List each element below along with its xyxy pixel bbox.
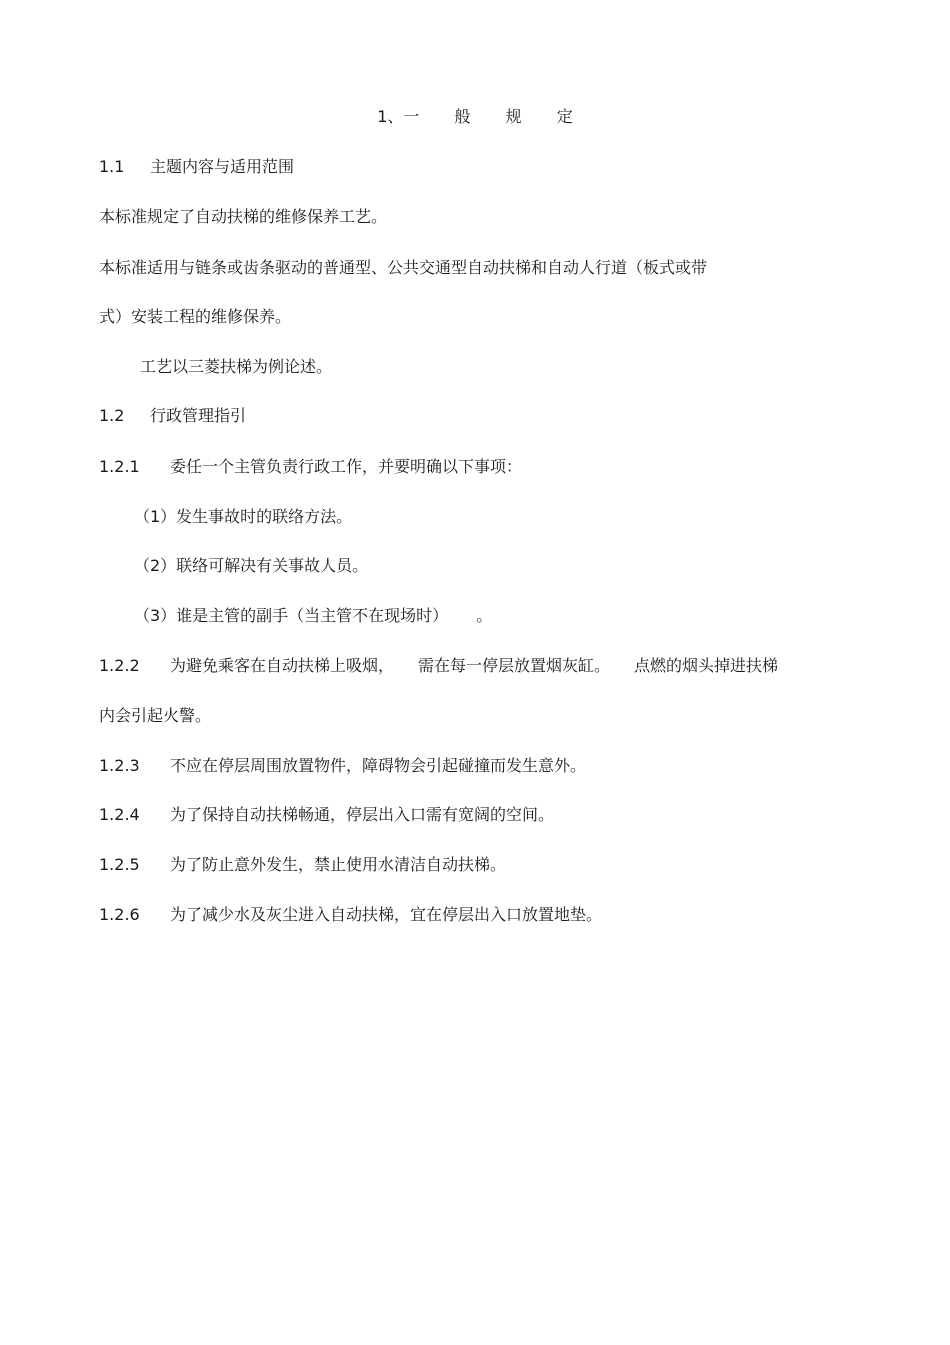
paragraph-2-line-1: 本标准适用与链条或齿条驱动的普通型、公共交通型自动扶梯和自动人行道（板式或带 xyxy=(99,258,708,277)
section-heading: 主题内容与适用范围 xyxy=(150,157,295,176)
clause-1-2-2-continued: 内会引起火警。 xyxy=(99,706,212,725)
clause-number: 1.2.5 xyxy=(99,855,140,874)
clause-text-c: 点燃的烟头掉进扶梯 xyxy=(634,656,779,675)
list-item-end: 。 xyxy=(476,606,493,625)
list-item-1: （1）发生事故时的联络方法。 xyxy=(134,507,353,526)
clause-text: 为了防止意外发生，禁止使用水清洁自动扶梯。 xyxy=(170,855,507,874)
clause-1-2-1 xyxy=(99,457,522,477)
clause-number: 1.2.4 xyxy=(99,805,140,824)
clause-text-b: 需在每一停层放置烟灰缸。 xyxy=(418,656,611,675)
section-1-1 xyxy=(99,157,294,177)
title-char-2: 规 xyxy=(505,107,522,126)
clause-number: 1.2.6 xyxy=(99,905,140,924)
title-number: 1、一 xyxy=(377,107,420,126)
list-item-text: （3）谁是主管的副手（当主管不在现场时） xyxy=(134,606,441,625)
clause-number: 1.2.3 xyxy=(99,756,140,775)
paragraph-3: 工艺以三菱扶梯为例论述。 xyxy=(140,357,333,376)
section-number: 1.2 xyxy=(99,406,125,425)
title-char-3: 定 xyxy=(556,107,573,126)
section-number: 1.1 xyxy=(99,157,125,176)
clause-text-a: 为避免乘客在自动扶梯上吸烟， xyxy=(170,656,395,675)
paragraph-2-line-2: 式）安装工程的维修保养。 xyxy=(99,307,292,326)
clause-text: 不应在停层周围放置物件，障碍物会引起碰撞而发生意外。 xyxy=(170,756,587,775)
clause-1-2-5 xyxy=(99,855,506,875)
clause-1-2-3 xyxy=(99,756,586,776)
clause-1-2-6 xyxy=(99,905,602,925)
clause-text: 委任一个主管负责行政工作，并要明确以下事项： xyxy=(170,457,523,476)
list-item-3 xyxy=(134,606,492,626)
clause-text: 为了保持自动扶梯畅通，停层出入口需有宽阔的空间。 xyxy=(170,805,555,824)
section-1-2 xyxy=(99,406,246,426)
list-item-2: （2）联络可解决有关事故人员。 xyxy=(134,556,369,575)
clause-number: 1.2.2 xyxy=(99,656,140,675)
clause-number: 1.2.1 xyxy=(99,457,140,476)
clause-1-2-4 xyxy=(99,805,554,825)
page-title xyxy=(0,107,950,127)
title-char-1: 般 xyxy=(454,107,471,126)
paragraph-1: 本标准规定了自动扶梯的维修保养工艺。 xyxy=(99,207,388,226)
clause-text: 为了减少水及灰尘进入自动扶梯，宜在停层出入口放置地垫。 xyxy=(170,905,603,924)
section-heading: 行政管理指引 xyxy=(150,406,247,425)
clause-1-2-2 xyxy=(99,656,778,676)
